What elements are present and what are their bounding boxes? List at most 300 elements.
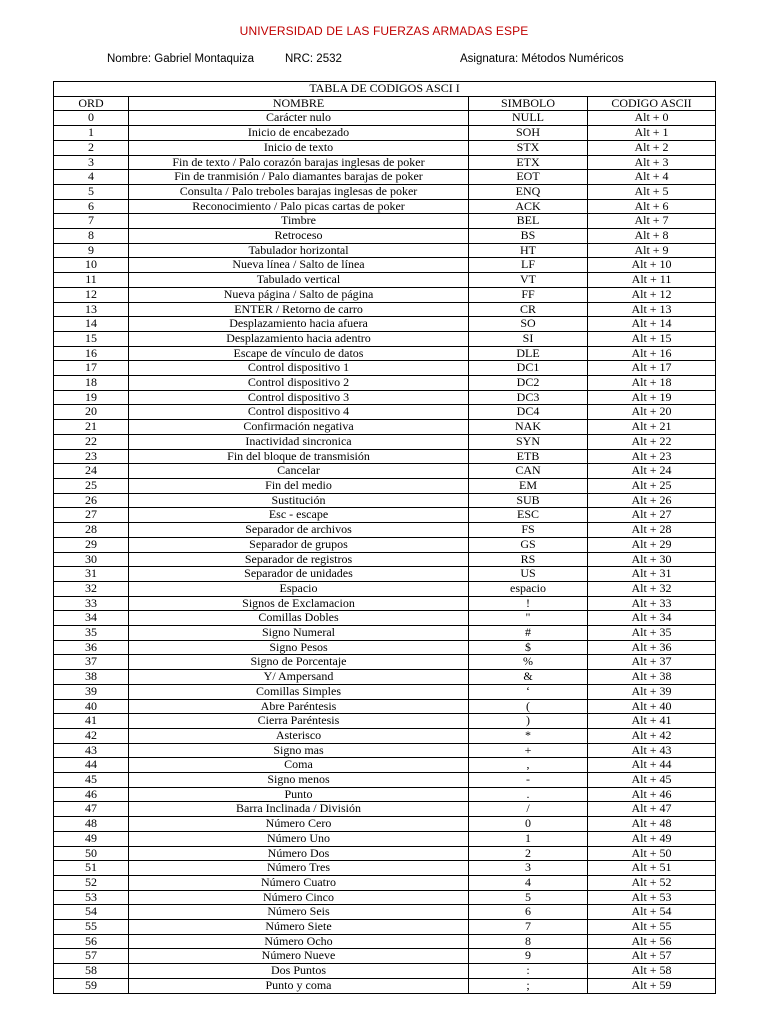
- cell-codigo: Alt + 10: [588, 258, 716, 273]
- cell-ord: 56: [54, 934, 129, 949]
- cell-codigo: Alt + 40: [588, 699, 716, 714]
- cell-simbolo: BEL: [469, 214, 588, 229]
- table-row: [54, 537, 716, 552]
- cell-simbolo: RS: [469, 552, 588, 567]
- cell-simbolo: !: [469, 596, 588, 611]
- cell-simbolo: DC1: [469, 361, 588, 376]
- cell-nombre: Cancelar: [129, 464, 469, 479]
- table-row: [54, 773, 716, 788]
- cell-ord: 19: [54, 390, 129, 405]
- table-row: [54, 581, 716, 596]
- cell-codigo: Alt + 58: [588, 964, 716, 979]
- table-row: [54, 978, 716, 993]
- cell-codigo: Alt + 20: [588, 405, 716, 420]
- cell-ord: 28: [54, 523, 129, 538]
- cell-nombre: Número Cinco: [129, 890, 469, 905]
- cell-codigo: Alt + 28: [588, 523, 716, 538]
- table-row: [54, 523, 716, 538]
- cell-ord: 11: [54, 273, 129, 288]
- cell-simbolo: US: [469, 567, 588, 582]
- cell-simbolo: ,: [469, 758, 588, 773]
- cell-codigo: Alt + 3: [588, 155, 716, 170]
- cell-simbolo: SO: [469, 317, 588, 332]
- cell-nombre: Esc - escape: [129, 508, 469, 523]
- cell-ord: 30: [54, 552, 129, 567]
- cell-simbolo: SYN: [469, 434, 588, 449]
- cell-nombre: Inicio de encabezado: [129, 126, 469, 141]
- cell-nombre: Cierra Paréntesis: [129, 714, 469, 729]
- cell-ord: 38: [54, 670, 129, 685]
- cell-nombre: Número Cero: [129, 817, 469, 832]
- cell-codigo: Alt + 27: [588, 508, 716, 523]
- cell-codigo: Alt + 13: [588, 302, 716, 317]
- cell-ord: 54: [54, 905, 129, 920]
- table-row: [54, 243, 716, 258]
- cell-simbolo: 0: [469, 817, 588, 832]
- cell-nombre: Signo de Porcentaje: [129, 655, 469, 670]
- cell-ord: 40: [54, 699, 129, 714]
- table-row: [54, 567, 716, 582]
- cell-simbolo: :: [469, 964, 588, 979]
- cell-nombre: ENTER / Retorno de carro: [129, 302, 469, 317]
- cell-ord: 42: [54, 728, 129, 743]
- nrc-label: NRC: 2532: [285, 53, 342, 65]
- cell-nombre: Control dispositivo 3: [129, 390, 469, 405]
- cell-ord: 57: [54, 949, 129, 964]
- table-row: [54, 317, 716, 332]
- cell-codigo: Alt + 54: [588, 905, 716, 920]
- cell-codigo: Alt + 24: [588, 464, 716, 479]
- table-row: [54, 905, 716, 920]
- table-row: [54, 405, 716, 420]
- cell-nombre: Punto: [129, 787, 469, 802]
- cell-nombre: Fin de texto / Palo corazón barajas inglesas de poker: [129, 155, 469, 170]
- cell-nombre: Dos Puntos: [129, 964, 469, 979]
- cell-codigo: Alt + 14: [588, 317, 716, 332]
- cell-nombre: Número Tres: [129, 861, 469, 876]
- cell-codigo: Alt + 37: [588, 655, 716, 670]
- cell-codigo: Alt + 5: [588, 184, 716, 199]
- cell-nombre: Número Uno: [129, 831, 469, 846]
- cell-nombre: Signo mas: [129, 743, 469, 758]
- cell-ord: 5: [54, 184, 129, 199]
- cell-simbolo: DC3: [469, 390, 588, 405]
- cell-ord: 32: [54, 581, 129, 596]
- cell-ord: 20: [54, 405, 129, 420]
- cell-nombre: Tabulador horizontal: [129, 243, 469, 258]
- cell-ord: 49: [54, 831, 129, 846]
- cell-codigo: Alt + 36: [588, 640, 716, 655]
- cell-codigo: Alt + 49: [588, 831, 716, 846]
- cell-nombre: Número Siete: [129, 920, 469, 935]
- cell-codigo: Alt + 50: [588, 846, 716, 861]
- cell-simbolo: SOH: [469, 126, 588, 141]
- cell-codigo: Alt + 44: [588, 758, 716, 773]
- cell-nombre: Asterisco: [129, 728, 469, 743]
- table-row: [54, 126, 716, 141]
- subject-label: Asignatura: Métodos Numéricos: [460, 53, 624, 65]
- table-row: [54, 184, 716, 199]
- cell-codigo: Alt + 23: [588, 449, 716, 464]
- cell-ord: 44: [54, 758, 129, 773]
- table-row: [54, 199, 716, 214]
- cell-simbolo: 8: [469, 934, 588, 949]
- cell-simbolo: NAK: [469, 420, 588, 435]
- cell-simbolo: DC2: [469, 376, 588, 391]
- table-header-row: [54, 96, 716, 111]
- cell-ord: 6: [54, 199, 129, 214]
- cell-nombre: Control dispositivo 2: [129, 376, 469, 391]
- table-row: [54, 449, 716, 464]
- cell-nombre: Carácter nulo: [129, 111, 469, 126]
- cell-simbolo: *: [469, 728, 588, 743]
- cell-simbolo: +: [469, 743, 588, 758]
- cell-codigo: Alt + 47: [588, 802, 716, 817]
- cell-codigo: Alt + 6: [588, 199, 716, 214]
- table-row: [54, 861, 716, 876]
- table-row: [54, 817, 716, 832]
- cell-simbolo: .: [469, 787, 588, 802]
- cell-ord: 55: [54, 920, 129, 935]
- table-row: [54, 258, 716, 273]
- table-row: [54, 920, 716, 935]
- cell-nombre: Separador de grupos: [129, 537, 469, 552]
- cell-nombre: Número Dos: [129, 846, 469, 861]
- cell-ord: 37: [54, 655, 129, 670]
- table-row: [54, 273, 716, 288]
- table-row: [54, 699, 716, 714]
- table-row: [54, 552, 716, 567]
- cell-nombre: Separador de archivos: [129, 523, 469, 538]
- cell-nombre: Desplazamiento hacia afuera: [129, 317, 469, 332]
- cell-ord: 7: [54, 214, 129, 229]
- cell-simbolo: ENQ: [469, 184, 588, 199]
- table-row: [54, 640, 716, 655]
- table-row: [54, 140, 716, 155]
- cell-ord: 0: [54, 111, 129, 126]
- table-row: [54, 155, 716, 170]
- cell-nombre: Punto y coma: [129, 978, 469, 993]
- cell-simbolo: DC4: [469, 405, 588, 420]
- cell-simbolo: NULL: [469, 111, 588, 126]
- cell-ord: 15: [54, 331, 129, 346]
- col-header-simbolo: SIMBOLO: [469, 96, 588, 111]
- table-row: [54, 714, 716, 729]
- cell-codigo: Alt + 0: [588, 111, 716, 126]
- table-row: [54, 287, 716, 302]
- table-row: [54, 626, 716, 641]
- table-row: [54, 655, 716, 670]
- cell-ord: 41: [54, 714, 129, 729]
- table-row: [54, 302, 716, 317]
- cell-simbolo: HT: [469, 243, 588, 258]
- cell-nombre: Fin del medio: [129, 478, 469, 493]
- table-body: [54, 111, 716, 993]
- cell-nombre: Reconocimiento / Palo picas cartas de poker: [129, 199, 469, 214]
- cell-codigo: Alt + 53: [588, 890, 716, 905]
- cell-simbolo: 1: [469, 831, 588, 846]
- cell-codigo: Alt + 21: [588, 420, 716, 435]
- cell-ord: 34: [54, 611, 129, 626]
- cell-ord: 1: [54, 126, 129, 141]
- cell-simbolo: BS: [469, 229, 588, 244]
- cell-ord: 24: [54, 464, 129, 479]
- table-row: [54, 493, 716, 508]
- cell-ord: 50: [54, 846, 129, 861]
- cell-simbolo: -: [469, 773, 588, 788]
- cell-codigo: Alt + 19: [588, 390, 716, 405]
- cell-codigo: Alt + 4: [588, 170, 716, 185]
- cell-ord: 53: [54, 890, 129, 905]
- cell-nombre: Fin del bloque de transmisión: [129, 449, 469, 464]
- cell-simbolo: SI: [469, 331, 588, 346]
- cell-nombre: Comillas Dobles: [129, 611, 469, 626]
- cell-simbolo: ": [469, 611, 588, 626]
- cell-codigo: Alt + 32: [588, 581, 716, 596]
- cell-simbolo: CAN: [469, 464, 588, 479]
- cell-codigo: Alt + 38: [588, 670, 716, 685]
- cell-simbolo: &: [469, 670, 588, 685]
- col-header-ord: ORD: [54, 96, 129, 111]
- cell-nombre: Abre Paréntesis: [129, 699, 469, 714]
- table-row: [54, 170, 716, 185]
- cell-ord: 13: [54, 302, 129, 317]
- cell-nombre: Barra Inclinada / División: [129, 802, 469, 817]
- cell-simbolo: LF: [469, 258, 588, 273]
- cell-simbolo: ACK: [469, 199, 588, 214]
- cell-codigo: Alt + 35: [588, 626, 716, 641]
- table-row: [54, 111, 716, 126]
- cell-codigo: Alt + 57: [588, 949, 716, 964]
- cell-simbolo: ETB: [469, 449, 588, 464]
- cell-codigo: Alt + 22: [588, 434, 716, 449]
- cell-ord: 18: [54, 376, 129, 391]
- university-title: UNIVERSIDAD DE LAS FUERZAS ARMADAS ESPE: [239, 24, 529, 38]
- cell-codigo: Alt + 18: [588, 376, 716, 391]
- cell-codigo: Alt + 11: [588, 273, 716, 288]
- student-name: Nombre: Gabriel Montaquiza: [107, 53, 255, 65]
- table-row: [54, 420, 716, 435]
- cell-ord: 48: [54, 817, 129, 832]
- table-row: [54, 670, 716, 685]
- cell-codigo: Alt + 8: [588, 229, 716, 244]
- cell-simbolo: (: [469, 699, 588, 714]
- cell-codigo: Alt + 25: [588, 478, 716, 493]
- table-row: [54, 214, 716, 229]
- cell-nombre: Signo menos: [129, 773, 469, 788]
- table-row: [54, 390, 716, 405]
- cell-codigo: Alt + 34: [588, 611, 716, 626]
- cell-ord: 51: [54, 861, 129, 876]
- cell-simbolo: 3: [469, 861, 588, 876]
- cell-nombre: Inicio de texto: [129, 140, 469, 155]
- cell-codigo: Alt + 42: [588, 728, 716, 743]
- cell-codigo: Alt + 31: [588, 567, 716, 582]
- cell-simbolo: STX: [469, 140, 588, 155]
- cell-ord: 59: [54, 978, 129, 993]
- table-title: TABLA DE CODIGOS ASCI I: [54, 82, 716, 97]
- table-row: [54, 875, 716, 890]
- table-row: [54, 611, 716, 626]
- table-row: [54, 802, 716, 817]
- cell-ord: 25: [54, 478, 129, 493]
- cell-nombre: Control dispositivo 4: [129, 405, 469, 420]
- cell-ord: 23: [54, 449, 129, 464]
- cell-nombre: Consulta / Palo treboles barajas inglesas de poker: [129, 184, 469, 199]
- cell-simbolo: ESC: [469, 508, 588, 523]
- cell-ord: 4: [54, 170, 129, 185]
- cell-codigo: Alt + 56: [588, 934, 716, 949]
- cell-nombre: Nueva línea / Salto de línea: [129, 258, 469, 273]
- cell-nombre: Inactividad sincronica: [129, 434, 469, 449]
- cell-simbolo: ETX: [469, 155, 588, 170]
- cell-nombre: Control dispositivo 1: [129, 361, 469, 376]
- cell-codigo: Alt + 45: [588, 773, 716, 788]
- cell-nombre: Tabulado vertical: [129, 273, 469, 288]
- cell-nombre: Número Cuatro: [129, 875, 469, 890]
- table-row: [54, 596, 716, 611]
- table-row: [54, 831, 716, 846]
- col-header-nombre: NOMBRE: [129, 96, 469, 111]
- cell-simbolo: SUB: [469, 493, 588, 508]
- cell-simbolo: EM: [469, 478, 588, 493]
- cell-nombre: Espacio: [129, 581, 469, 596]
- cell-codigo: Alt + 43: [588, 743, 716, 758]
- table-row: [54, 376, 716, 391]
- cell-ord: 36: [54, 640, 129, 655]
- cell-nombre: Desplazamiento hacia adentro: [129, 331, 469, 346]
- ascii-table: [53, 81, 716, 994]
- cell-simbolo: espacio: [469, 581, 588, 596]
- cell-simbolo: 2: [469, 846, 588, 861]
- col-header-codigo: CODIGO ASCII: [588, 96, 716, 111]
- cell-nombre: Comillas Simples: [129, 684, 469, 699]
- cell-codigo: Alt + 48: [588, 817, 716, 832]
- cell-ord: 43: [54, 743, 129, 758]
- cell-simbolo: 9: [469, 949, 588, 964]
- cell-ord: 26: [54, 493, 129, 508]
- cell-simbolo: 6: [469, 905, 588, 920]
- cell-simbolo: FS: [469, 523, 588, 538]
- cell-ord: 39: [54, 684, 129, 699]
- cell-codigo: Alt + 39: [588, 684, 716, 699]
- table-row: [54, 331, 716, 346]
- cell-codigo: Alt + 46: [588, 787, 716, 802]
- cell-nombre: Timbre: [129, 214, 469, 229]
- cell-ord: 29: [54, 537, 129, 552]
- table-row: [54, 934, 716, 949]
- cell-codigo: Alt + 51: [588, 861, 716, 876]
- cell-simbolo: ): [469, 714, 588, 729]
- table-row: [54, 787, 716, 802]
- cell-simbolo: $: [469, 640, 588, 655]
- cell-nombre: Número Nueve: [129, 949, 469, 964]
- cell-ord: 31: [54, 567, 129, 582]
- cell-nombre: Signos de Exclamacion: [129, 596, 469, 611]
- table-row: [54, 890, 716, 905]
- cell-ord: 47: [54, 802, 129, 817]
- cell-simbolo: FF: [469, 287, 588, 302]
- cell-codigo: Alt + 55: [588, 920, 716, 935]
- cell-codigo: Alt + 12: [588, 287, 716, 302]
- cell-nombre: Y/ Ampersand: [129, 670, 469, 685]
- cell-ord: 9: [54, 243, 129, 258]
- cell-simbolo: #: [469, 626, 588, 641]
- table-row: [54, 964, 716, 979]
- cell-ord: 10: [54, 258, 129, 273]
- cell-codigo: Alt + 30: [588, 552, 716, 567]
- cell-simbolo: 7: [469, 920, 588, 935]
- table-row: [54, 508, 716, 523]
- table-row: [54, 434, 716, 449]
- cell-ord: 21: [54, 420, 129, 435]
- cell-simbolo: /: [469, 802, 588, 817]
- cell-codigo: Alt + 26: [588, 493, 716, 508]
- table-row: [54, 464, 716, 479]
- cell-nombre: Coma: [129, 758, 469, 773]
- cell-simbolo: 5: [469, 890, 588, 905]
- cell-simbolo: CR: [469, 302, 588, 317]
- cell-codigo: Alt + 59: [588, 978, 716, 993]
- cell-ord: 45: [54, 773, 129, 788]
- table-row: [54, 846, 716, 861]
- cell-ord: 27: [54, 508, 129, 523]
- cell-codigo: Alt + 17: [588, 361, 716, 376]
- table-row: [54, 361, 716, 376]
- cell-codigo: Alt + 7: [588, 214, 716, 229]
- cell-ord: 17: [54, 361, 129, 376]
- cell-simbolo: ‘: [469, 684, 588, 699]
- cell-codigo: Alt + 29: [588, 537, 716, 552]
- cell-nombre: Sustitución: [129, 493, 469, 508]
- cell-codigo: Alt + 52: [588, 875, 716, 890]
- cell-nombre: Número Seis: [129, 905, 469, 920]
- cell-codigo: Alt + 9: [588, 243, 716, 258]
- cell-nombre: Confirmación negativa: [129, 420, 469, 435]
- cell-ord: 14: [54, 317, 129, 332]
- cell-nombre: Separador de registros: [129, 552, 469, 567]
- cell-ord: 46: [54, 787, 129, 802]
- cell-simbolo: VT: [469, 273, 588, 288]
- table-row: [54, 684, 716, 699]
- table-row: [54, 758, 716, 773]
- cell-ord: 22: [54, 434, 129, 449]
- table-row: [54, 478, 716, 493]
- table-row: [54, 728, 716, 743]
- cell-simbolo: %: [469, 655, 588, 670]
- cell-nombre: Nueva página / Salto de página: [129, 287, 469, 302]
- cell-ord: 3: [54, 155, 129, 170]
- cell-codigo: Alt + 41: [588, 714, 716, 729]
- cell-codigo: Alt + 1: [588, 126, 716, 141]
- cell-ord: 8: [54, 229, 129, 244]
- cell-simbolo: 4: [469, 875, 588, 890]
- cell-codigo: Alt + 33: [588, 596, 716, 611]
- cell-simbolo: ;: [469, 978, 588, 993]
- cell-ord: 12: [54, 287, 129, 302]
- cell-ord: 33: [54, 596, 129, 611]
- cell-ord: 2: [54, 140, 129, 155]
- table-row: [54, 743, 716, 758]
- cell-nombre: Separador de unidades: [129, 567, 469, 582]
- cell-ord: 58: [54, 964, 129, 979]
- table-row: [54, 229, 716, 244]
- cell-ord: 16: [54, 346, 129, 361]
- cell-codigo: Alt + 16: [588, 346, 716, 361]
- cell-codigo: Alt + 15: [588, 331, 716, 346]
- cell-ord: 35: [54, 626, 129, 641]
- cell-simbolo: EOT: [469, 170, 588, 185]
